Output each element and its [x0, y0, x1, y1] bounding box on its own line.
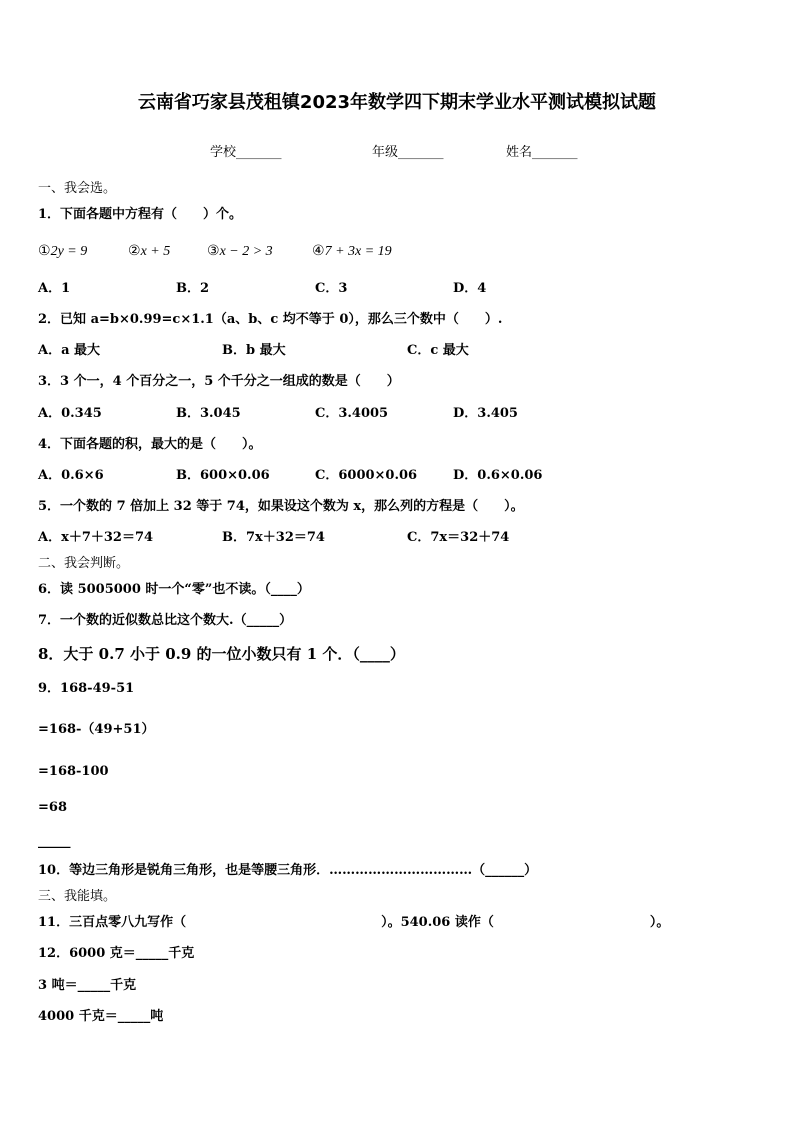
- question-1-stem: 1．下面各题中方程有（ ）个。: [38, 207, 243, 222]
- question-12-line-3: 4000 千克＝_____吨: [38, 1009, 164, 1024]
- q4-option-a: A．0.6×6: [38, 468, 104, 483]
- q1-equation-2: [128, 243, 170, 260]
- q1-option-b: B．2: [176, 281, 210, 296]
- question-12-line-2: 3 吨＝_____千克: [38, 978, 137, 993]
- question-6: 6．读 5005000 时一个“零”也不读。（____）: [38, 582, 310, 597]
- section-heading-judge: 二、我会判断。: [38, 556, 130, 571]
- q4-option-d: D．0.6×0.06: [453, 468, 543, 483]
- question-10: 10．等边三角形是锐角三角形，也是等腰三角形．……………………………（______）: [38, 863, 538, 878]
- question-9-line-2: =168-（49+51）: [38, 722, 155, 737]
- q1-eq1-text: 2y = 9: [50, 244, 88, 259]
- q1-eq4-text: 7 + 3x = 19: [324, 244, 392, 259]
- question-2-stem: 2．已知 a=b×0.99=c×1.1（a、b、c 均不等于 0），那么三个数中（ ）.: [38, 312, 503, 327]
- q4-option-c: C．6000×0.06: [315, 468, 418, 483]
- section-heading-choice: 一、我会选。: [38, 181, 117, 196]
- q2-option-b: B．b 最大: [222, 343, 286, 358]
- q5-option-a: A．x＋7＋32＝74: [38, 530, 154, 545]
- q2-option-a: A．a 最大: [38, 343, 101, 358]
- question-5-stem: 5．一个数的 7 倍加上 32 等于 74，如果设这个数为 x，那么列的方程是（ ）。: [38, 499, 524, 514]
- question-9-line-4: =68: [38, 800, 67, 815]
- question-7: 7．一个数的近似数总比这个数大.（_____）: [38, 613, 293, 628]
- q1-eq3-text: x − 2 > 3: [219, 244, 273, 259]
- q1-eq2-number: ②: [128, 243, 141, 259]
- q3-option-c: C．3.4005: [315, 406, 389, 421]
- q1-option-d: D．4: [453, 281, 487, 296]
- q3-option-b: B．3.045: [176, 406, 241, 421]
- q1-option-c: C．3: [315, 281, 348, 296]
- q1-eq1-number: ①: [38, 243, 51, 259]
- q1-eq2-text: x + 5: [140, 244, 171, 259]
- school-field: 学校_______: [210, 145, 282, 160]
- q2-option-c: C．c 最大: [407, 343, 469, 358]
- grade-field: 年级_______: [372, 145, 444, 160]
- q1-equation-3: [207, 243, 273, 260]
- q3-option-d: D．3.405: [453, 406, 518, 421]
- section-heading-fill: 三、我能填。: [38, 889, 117, 904]
- q5-option-b: B．7x＋32＝74: [222, 530, 325, 545]
- q1-equation-1: [38, 243, 87, 260]
- q4-option-b: B．600×0.06: [176, 468, 270, 483]
- page-title: 云南省巧家县茂租镇2023年数学四下期末学业水平测试模拟试题: [137, 92, 657, 113]
- question-8: 8．大于 0.7 小于 0.9 的一位小数只有 1 个．（____）: [38, 645, 405, 663]
- q1-option-a: A．1: [38, 281, 71, 296]
- q3-option-a: A．0.345: [38, 406, 102, 421]
- question-9-blank: _____: [38, 834, 71, 849]
- question-12-line-1: 12．6000 克＝_____千克: [38, 946, 195, 961]
- q1-equation-4: [312, 243, 392, 260]
- question-4-stem: 4．下面各题的积，最大的是（ ）。: [38, 437, 262, 452]
- question-9-line-1: 9．168-49-51: [38, 681, 135, 696]
- q1-eq4-number: ④: [312, 243, 325, 259]
- question-11: 11．三百点零八九写作（ ）。540.06 读作（ ）。: [38, 915, 670, 930]
- question-9-line-3: =168-100: [38, 764, 109, 779]
- q5-option-c: C．7x＝32＋74: [407, 530, 510, 545]
- q1-eq3-number: ③: [207, 243, 220, 259]
- name-field: 姓名_______: [506, 145, 578, 160]
- question-3-stem: 3．3 个一，4 个百分之一，5 个千分之一组成的数是（ ）: [38, 374, 400, 389]
